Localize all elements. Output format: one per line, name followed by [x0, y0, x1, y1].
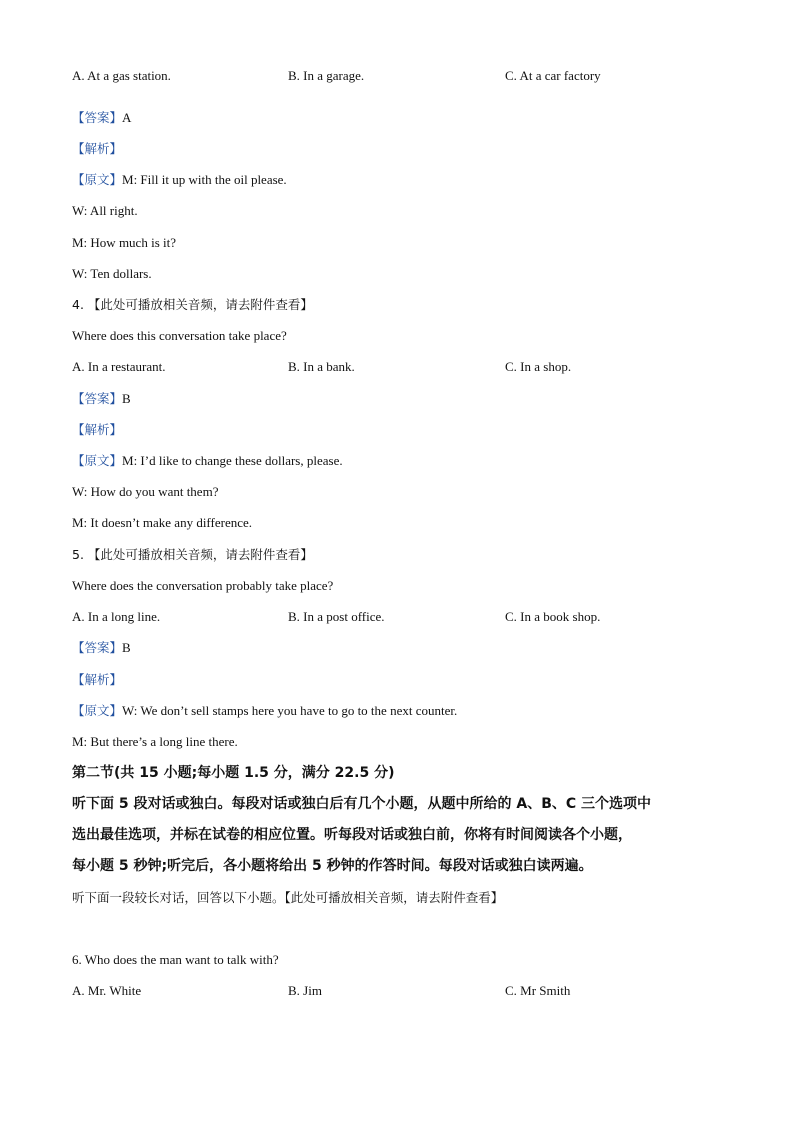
- q5-transcript-line: M: But there’s a long line there.: [72, 734, 238, 749]
- answer-value: B: [122, 640, 131, 655]
- q4-transcript-line: [72, 453, 343, 469]
- q4-transcript-line: W: How do you want them?: [72, 484, 219, 499]
- transcript-label: 【原文】: [72, 703, 123, 718]
- q6-option-b: B. Jim: [288, 983, 322, 998]
- q5-transcript-line: [72, 703, 457, 719]
- answer-value: A: [122, 110, 132, 125]
- section-heading: 第二节(共 15 小题;每小题 1.5 分，满分 22.5 分): [72, 765, 395, 781]
- answer-label: 【答案】: [72, 640, 123, 655]
- q6-option-a: A. Mr. White: [72, 983, 142, 998]
- q3-option-b: B. In a garage.: [288, 68, 365, 83]
- section-instruction: 选出最佳选项，并标在试卷的相应位置。听每段对话或独白前，你将有时间阅读各个小题，: [72, 827, 632, 843]
- q4-transcript-line: M: It doesn’t make any difference.: [72, 515, 253, 530]
- q5-option-c: C. In a book shop.: [505, 609, 601, 624]
- answer-label: 【答案】: [72, 391, 123, 406]
- q4-option-c: C. In a shop.: [505, 359, 572, 374]
- transcript-label: 【原文】: [72, 453, 123, 468]
- section-instruction: 每小题 5 秒钟;听完后，各小题将给出 5 秒钟的作答时间。每段对话或独白读两遍。: [72, 858, 593, 874]
- answer-label: 【答案】: [72, 110, 123, 125]
- q3-transcript-line: W: All right.: [72, 203, 138, 218]
- q4-title: 4. 【此处可播放相关音频，请去附件查看】: [72, 297, 313, 312]
- q6-option-c: C. Mr Smith: [505, 983, 571, 998]
- q5-title: 5. 【此处可播放相关音频，请去附件查看】: [72, 547, 313, 562]
- q3-analysis-label: 【解析】: [72, 141, 123, 156]
- transcript-text: M: Fill it up with the oil please.: [122, 172, 287, 187]
- q3-transcript-line: M: How much is it?: [72, 235, 176, 250]
- transcript-text: W: We don’t sell stamps here you have to go to the next counter.: [122, 703, 458, 718]
- q6-question: 6. Who does the man want to talk with?: [72, 952, 279, 967]
- q4-option-a: A. In a restaurant.: [72, 359, 166, 374]
- q4-question: Where does this conversation take place?: [72, 328, 287, 343]
- q5-option-a: A. In a long line.: [72, 609, 161, 624]
- answer-value: B: [122, 391, 131, 406]
- q3-option-a: A. At a gas station.: [72, 68, 171, 83]
- q3-transcript-line: [72, 172, 287, 188]
- q3-transcript-line: W: Ten dollars.: [72, 266, 152, 281]
- q5-analysis-label: 【解析】: [72, 672, 123, 687]
- q5-question: Where does the conversation probably take place?: [72, 578, 334, 593]
- q5-option-b: B. In a post office.: [288, 609, 385, 624]
- q4-answer: [72, 391, 131, 407]
- q5-answer: [72, 640, 131, 656]
- section-instruction: 听下面 5 段对话或独白。每段对话或独白后有几个小题，从题中所给的 A、B、C 三个选项中: [72, 796, 652, 812]
- transcript-text: M: I’d like to change these dollars, please.: [122, 453, 343, 468]
- section-note: 听下面一段较长对话，回答以下小题。【此处可播放相关音频，请去附件查看】: [72, 890, 504, 905]
- q3-option-c: C. At a car factory: [505, 68, 601, 83]
- q3-answer: [72, 110, 131, 126]
- q4-analysis-label: 【解析】: [72, 422, 123, 437]
- q4-option-b: B. In a bank.: [288, 359, 355, 374]
- transcript-label: 【原文】: [72, 172, 123, 187]
